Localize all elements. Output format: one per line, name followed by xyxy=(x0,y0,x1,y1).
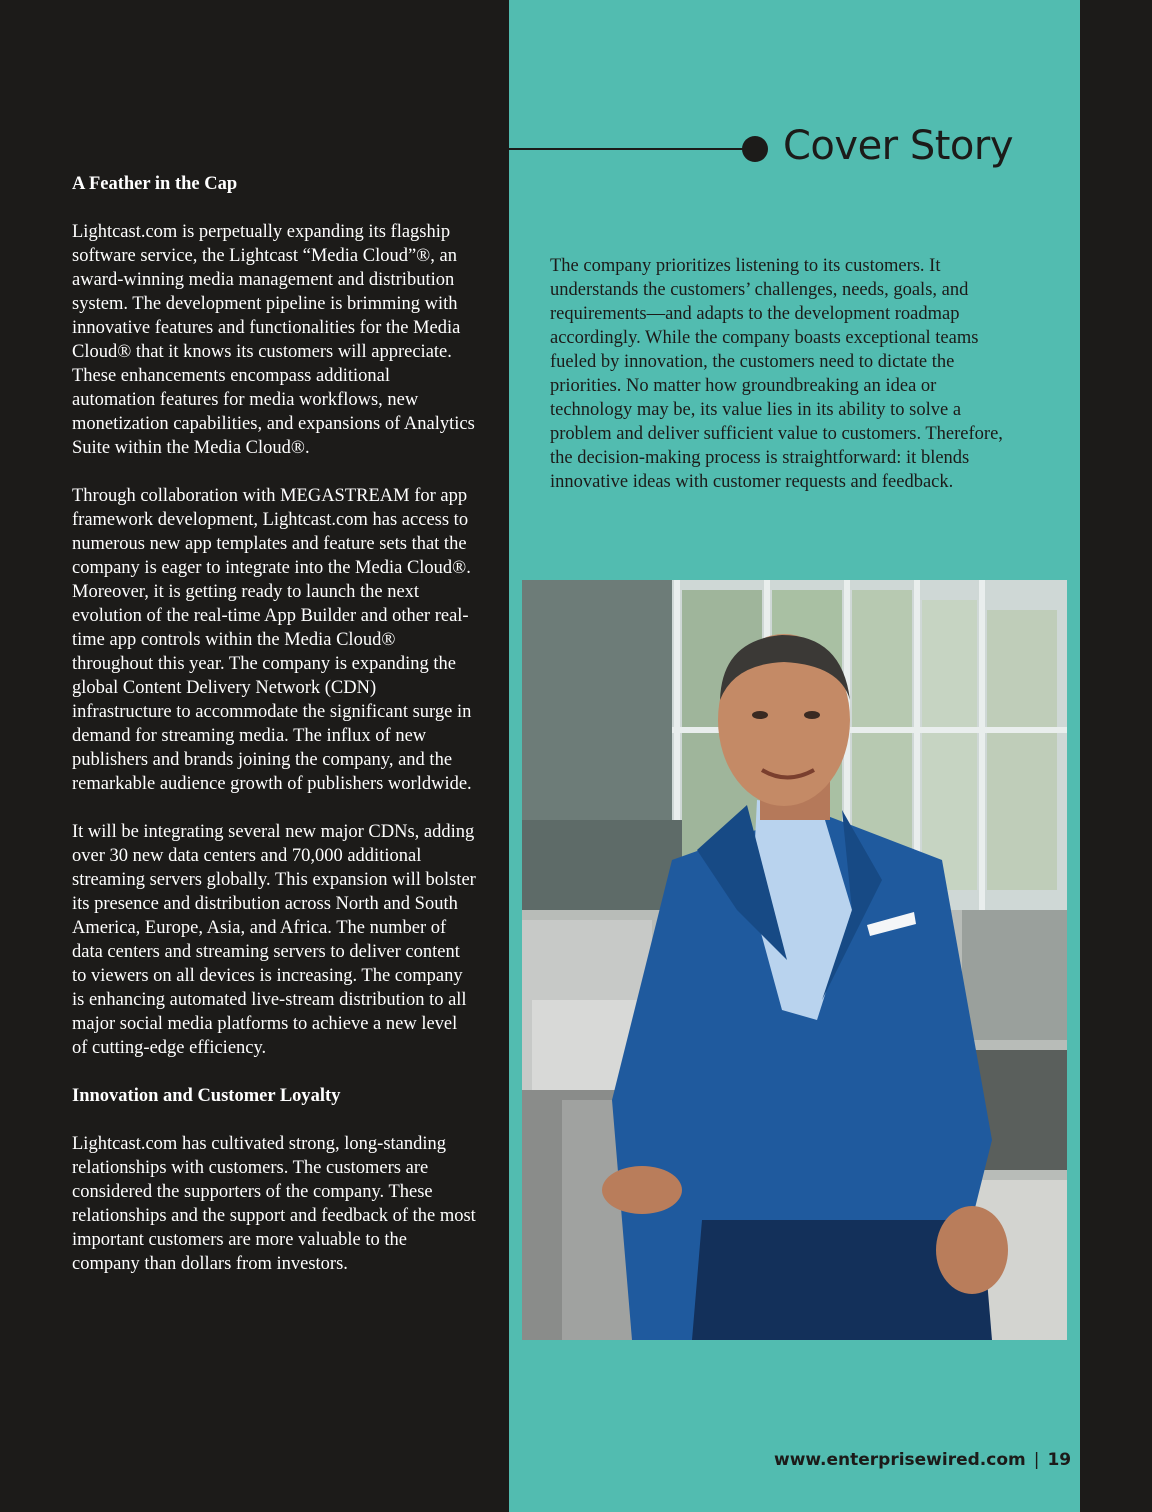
section-heading-innovation: Innovation and Customer Loyalty xyxy=(72,1086,341,1106)
article-paragraph: Lightcast.com has cultivated strong, long-standing relationships with customers. The customers are considered the supporters of the company. These relationships and the support and feedback of the most important customers are more valuable to the company than dollars from investors. xyxy=(72,1134,476,1274)
article-paragraph: Lightcast.com is perpetually expanding its flagship software service, the Lightcast “Media Cloud”®, an award-winning media management and distribution system. The development pipeline is brimming with innovative features and functionalities for the Media Cloud® that it knows its customers will appreciate. These enhancements encompass additional automation features for media workflows, new monetization capabilities, and expansions of Analytics Suite within the Media Cloud®. xyxy=(72,222,475,458)
footer-separator: | xyxy=(1033,1450,1040,1470)
article-paragraph: Through collaboration with MEGASTREAM for app framework development, Lightcast.com has access to numerous new app templates and feature sets that the company is eager to integrate into the Media Cloud®. Moreover, it is getting ready to launch the next evolution of the real-time App Builder and other real-time app controls within the Media Cloud® throughout this year. The company is expanding the global Content Delivery Network (CDN) infrastructure to accommodate the significant surge in demand for streaming media. The influx of new publishers and brands joining the company, and the remarkable audience growth of publishers worldwide. xyxy=(72,486,472,794)
article-paragraph: It will be integrating several new major CDNs, adding over 30 new data centers and 70,000 additional streaming servers globally. This expansion will bolster its presence and distribution across North and South America, Europe, Asia, and Africa. The number of data centers and streaming servers to deliver content to viewers on all devices is increasing. The company is enhancing automated live-stream distribution to all major social media platforms to achieve a new level of cutting-edge efficiency. xyxy=(72,822,476,1058)
footer-url: www.enterprisewired.com xyxy=(774,1450,1026,1470)
section-rule xyxy=(509,148,747,150)
portrait-photo xyxy=(522,580,1067,1340)
page-number: 19 xyxy=(1047,1450,1072,1470)
bullet-dot-icon xyxy=(742,136,768,162)
pull-quote: The company prioritizes listening to its customers. It understands the customers’ challenges, needs, goals, and requirements—and adapts to the development roadmap accordingly. While the company boasts exceptional teams fueled by innovation, the customers need to dictate the priorities. No matter how groundbreaking an idea or technology may be, its value lies in its ability to solve a problem and deliver sufficient value to customers. Therefore, the decision-making process is straightforward: it blends innovative ideas with customer requests and feedback. xyxy=(550,256,1003,492)
article-body xyxy=(72,172,477,1300)
section-heading-feather: A Feather in the Cap xyxy=(72,174,238,194)
left-column xyxy=(0,0,509,1512)
teal-column xyxy=(509,0,1080,1512)
right-edge-strip xyxy=(1080,0,1152,1512)
section-title: Cover Story xyxy=(783,123,1014,169)
page-footer xyxy=(774,1450,1071,1470)
